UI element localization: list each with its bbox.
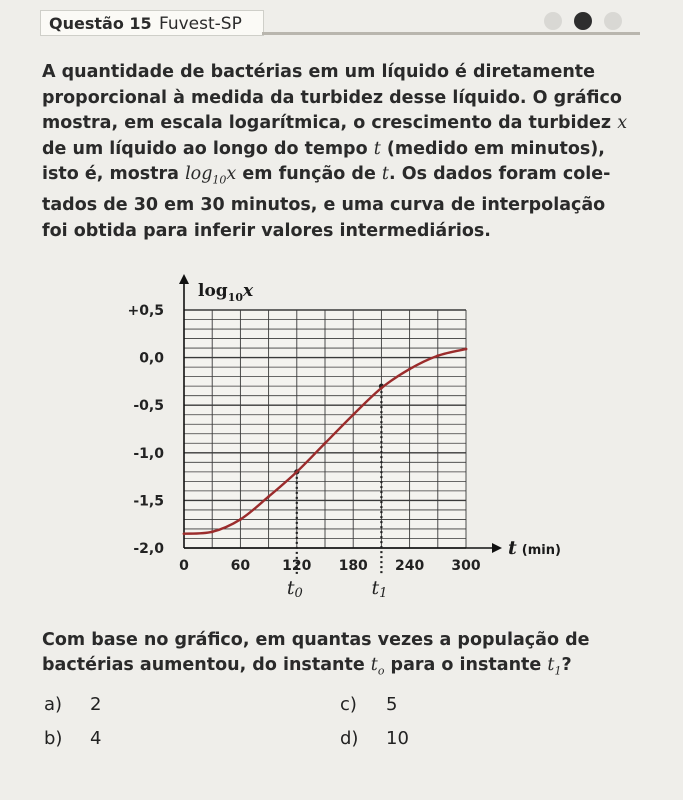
header-rule [262, 32, 640, 35]
marker-label-t1: t1 [371, 577, 388, 601]
question-source: Fuvest-SP [159, 14, 242, 34]
statement-line: foi obtida para inferir valores intermediários. [42, 220, 491, 241]
x-tick-label: 300 [451, 558, 481, 574]
y-axis-arrow [179, 274, 189, 284]
statement-line: A quantidade de bactérias em um líquido é diretamente [42, 62, 596, 82]
data-point [183, 532, 186, 535]
y-tick-label: -1,5 [133, 493, 164, 510]
x-tick-label: 240 [394, 558, 425, 574]
data-point [211, 530, 214, 533]
x-tick-label: 60 [230, 558, 251, 574]
y-tick-label: +0,5 [127, 303, 164, 319]
option-a[interactable]: a) 2 [44, 694, 102, 715]
progress-dot-3 [604, 12, 622, 30]
prompt-line: bactérias aumentou, do instante $t_o$ para o instante $t_1$? [42, 655, 572, 678]
statement-line: mostra, em escala logarítmica, o crescimento da turbidez x [42, 113, 628, 133]
data-point [267, 495, 270, 498]
option-b[interactable]: b) 4 [44, 728, 102, 749]
progress-dot-2 [574, 12, 592, 30]
question-tag [40, 10, 264, 36]
question-statement [42, 60, 637, 244]
y-tick-label: 0,0 [139, 350, 164, 367]
question-prompt [42, 628, 642, 684]
data-point [380, 387, 383, 390]
data-point [436, 354, 439, 357]
data-point [295, 470, 298, 473]
y-tick-label: -0,5 [133, 398, 164, 415]
question-header [40, 10, 640, 36]
var-t1: $t_1$ [547, 655, 562, 678]
var-x: x [617, 113, 628, 133]
statement-line: proporcional à medida da turbidez desse líquido. O gráfico [42, 87, 622, 108]
y-tick-label: -2,0 [133, 541, 164, 557]
data-point [465, 348, 468, 351]
var-t: t [373, 138, 381, 159]
var-t0: $t_o$ [370, 655, 385, 678]
x-tick-label: 180 [338, 558, 368, 574]
prompt-line: Com base no gráfico, em quantas vezes a população de [42, 630, 590, 650]
chart-grid [184, 310, 466, 548]
progress-dots [542, 12, 630, 30]
log-expression: $\log_{10}x$ [185, 164, 237, 187]
x-tick-label: 120 [282, 558, 312, 574]
data-point [352, 413, 355, 416]
y-axis-title: $\log_{10}x$ [198, 281, 254, 304]
chart-svg [0, 262, 683, 602]
progress-dot-1 [544, 12, 562, 30]
marker-label-t0: t0 [286, 577, 303, 601]
statement-line: isto é, mostra $\log_{10}x$ em função de t. Os dados foram cole- [42, 164, 611, 187]
data-point [239, 518, 242, 521]
data-point [324, 442, 327, 445]
y-tick-label: -1,0 [133, 445, 164, 462]
data-point [408, 368, 411, 371]
option-d[interactable]: d) 10 [340, 728, 409, 749]
option-c[interactable]: c) 5 [340, 694, 398, 715]
x-axis-title: t (min) [508, 537, 561, 559]
x-axis-arrow [492, 543, 502, 553]
log-growth-chart [0, 262, 683, 602]
question-number: Questão 15 [49, 14, 152, 33]
x-tick-label: 0 [179, 558, 189, 574]
statement-line: tados de 30 em 30 minutos, e uma curva de interpolação [42, 195, 606, 215]
statement-line: de um líquido ao longo do tempo t (medido em minutos), [42, 138, 605, 159]
